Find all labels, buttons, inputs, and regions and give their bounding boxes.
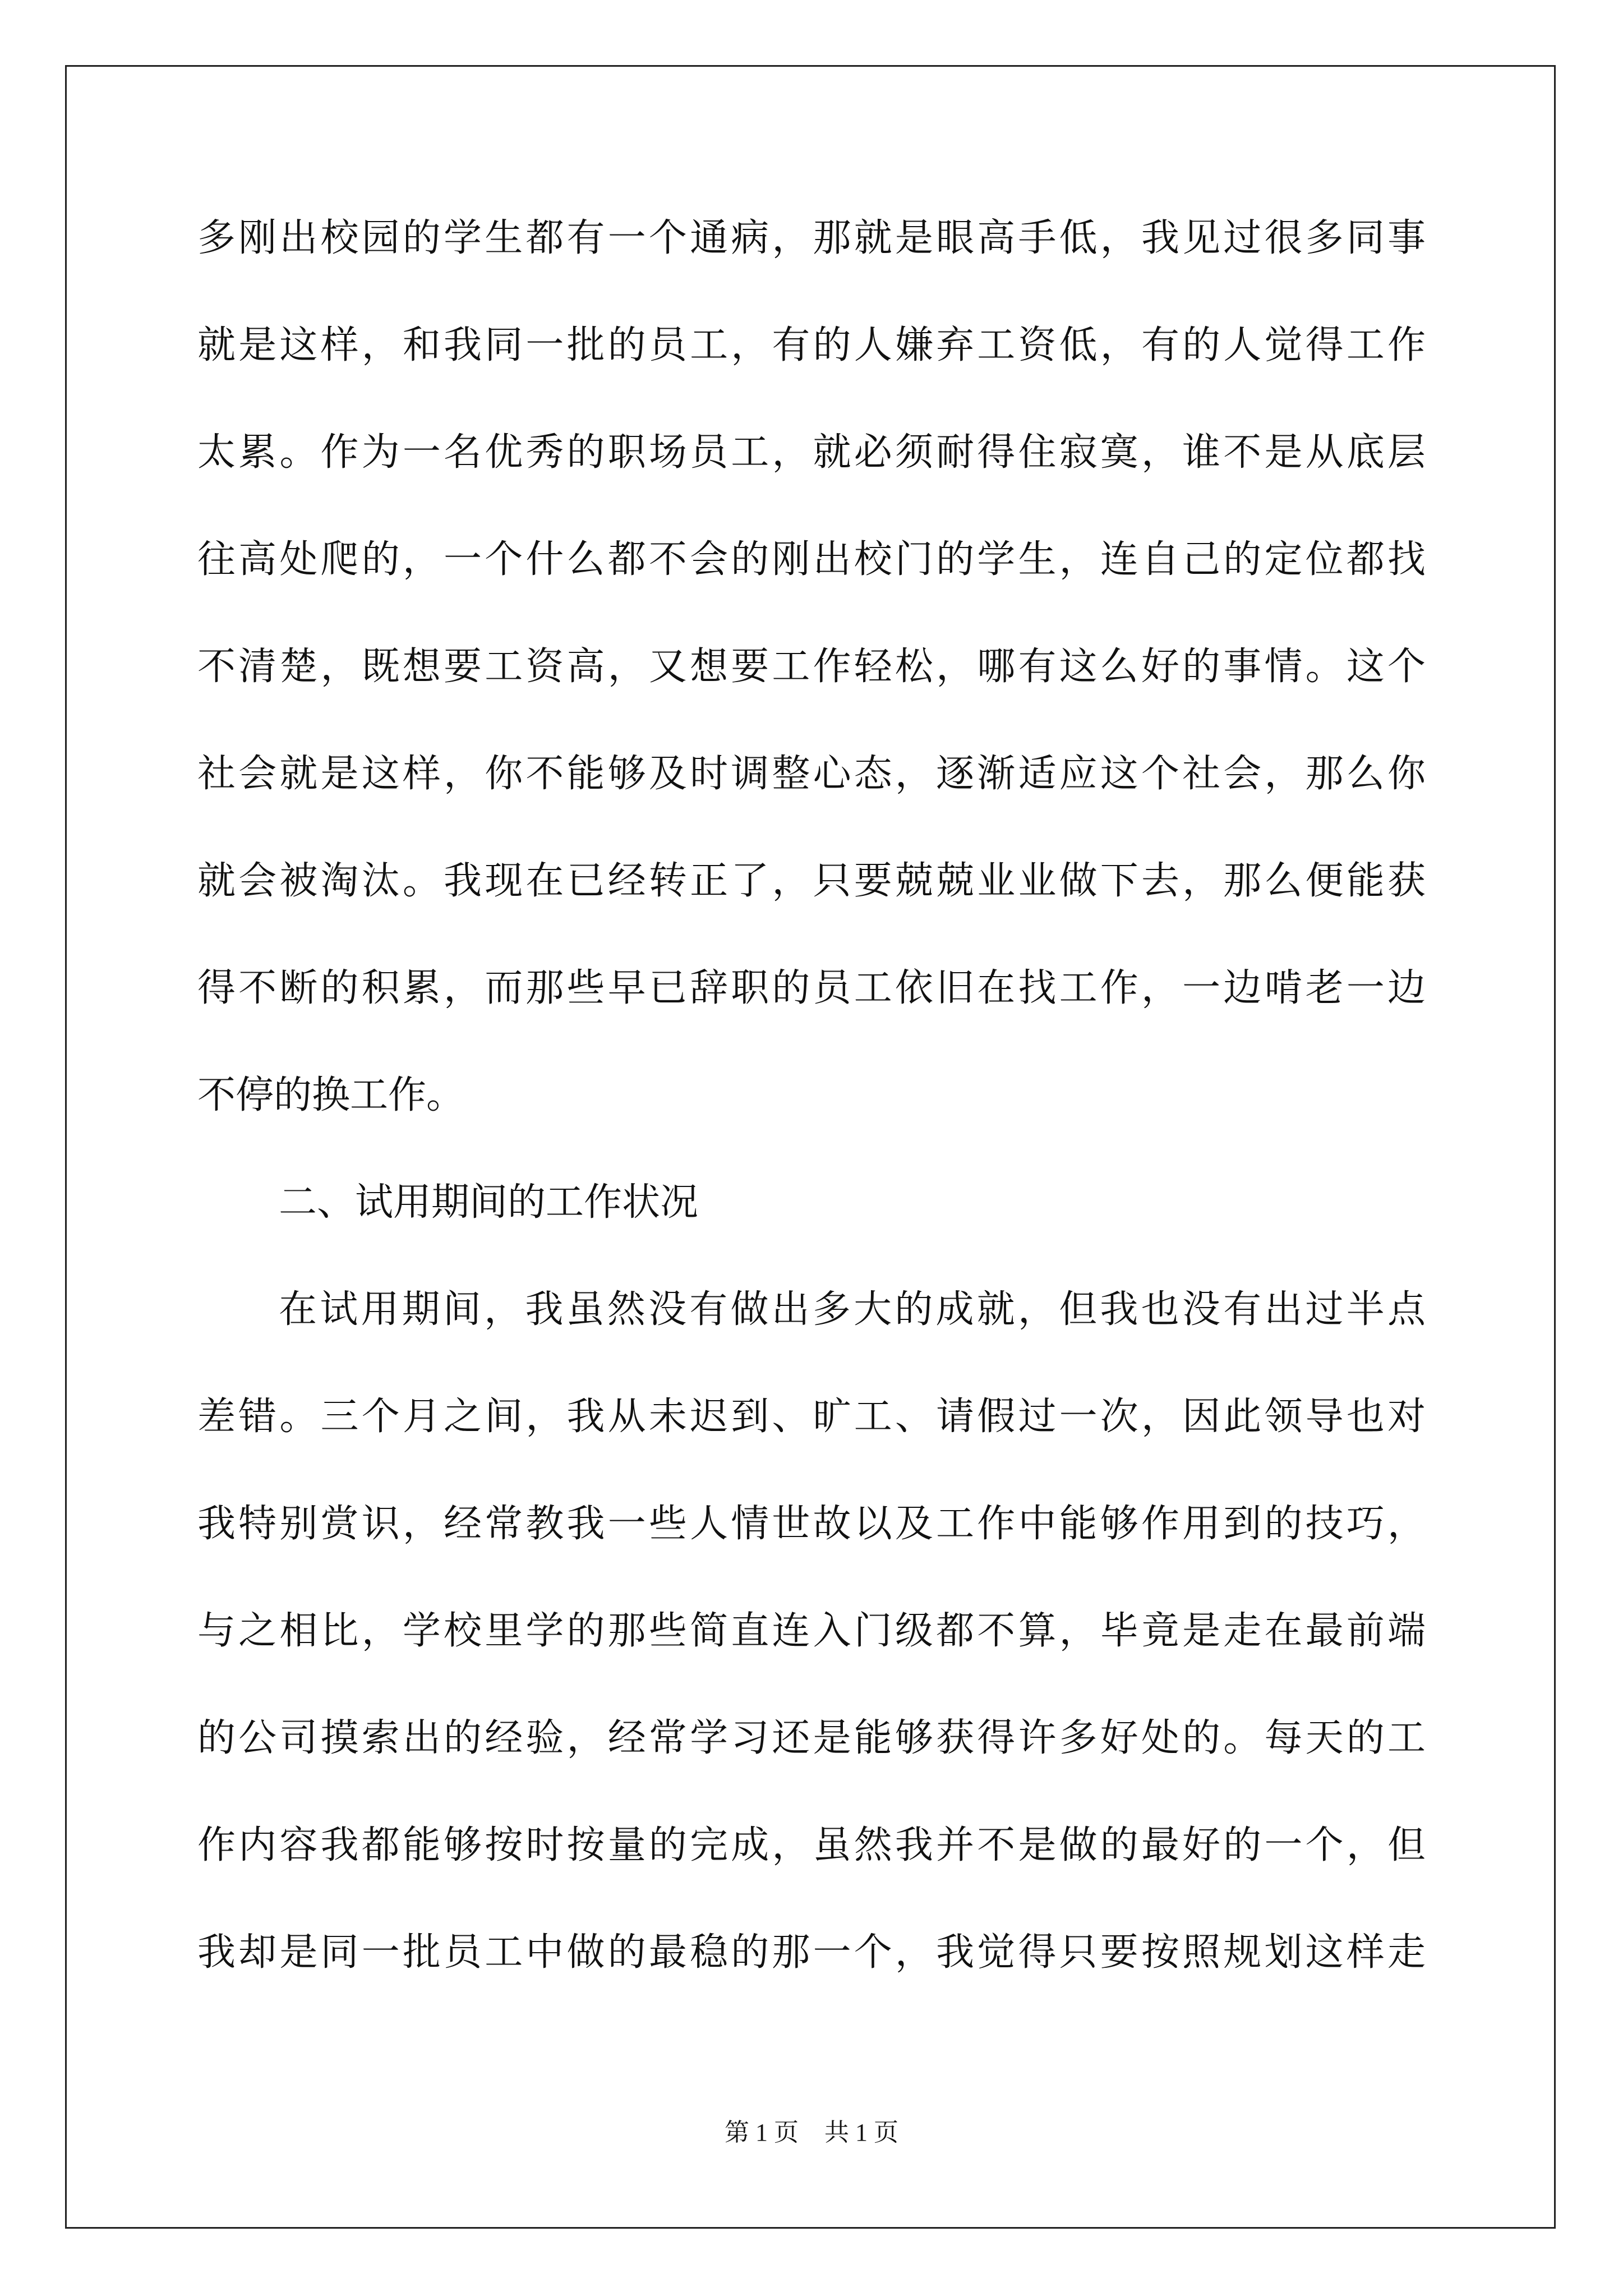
section-heading: 二、试用期间的工作状况	[279, 1180, 699, 1225]
body-text-line: 不清楚，既想要工资高，又想要工作轻松，哪有这么好的事情。这个	[197, 645, 1426, 689]
body-text-line: 差错。三个月之间，我从未迟到、旷工、请假过一次，因此领导也对	[197, 1395, 1426, 1439]
page-footer	[0, 2116, 1623, 2150]
body-text-line: 社会就是这样，你不能够及时调整心态，逐渐适应这个社会，那么你	[197, 752, 1426, 796]
body-text-line: 我特别赏识，经常教我一些人情世故以及工作中能够作用到的技巧，	[197, 1502, 1426, 1546]
body-text-line: 得不断的积累，而那些早已辞职的员工依旧在找工作，一边啃老一边	[197, 966, 1426, 1010]
body-text-line: 不停的换工作。	[197, 1073, 465, 1117]
page-border	[65, 65, 1556, 2229]
body-text-line: 与之相比，学校里学的那些简直连入门级都不算，毕竟是走在最前端	[197, 1609, 1426, 1653]
body-text-line: 在试用期间，我虽然没有做出多大的成就，但我也没有出过半点	[279, 1287, 1426, 1332]
body-text-line: 作内容我都能够按时按量的完成，虽然我并不是做的最好的一个，但	[197, 1823, 1426, 1867]
body-text-line: 就是这样，和我同一批的员工，有的人嫌弃工资低，有的人觉得工作	[197, 323, 1426, 367]
page-number: 第 1 页	[725, 2119, 799, 2146]
body-text-line: 的公司摸索出的经验，经常学习还是能够获得许多好处的。每天的工	[197, 1716, 1426, 1760]
body-text-line: 我却是同一批员工中做的最稳的那一个，我觉得只要按照规划这样走	[197, 1930, 1426, 1975]
body-text-line: 太累。作为一名优秀的职场员工，就必须耐得住寂寞，谁不是从底层	[197, 430, 1426, 475]
body-text-line: 往高处爬的，一个什么都不会的刚出校门的学生，连自己的定位都找	[197, 537, 1426, 582]
body-text-line: 多刚出校园的学生都有一个通病，那就是眼高手低，我见过很多同事	[197, 216, 1426, 260]
page-total: 共 1 页	[824, 2119, 898, 2146]
body-text-line: 就会被淘汰。我现在已经转正了，只要兢兢业业做下去，那么便能获	[197, 859, 1426, 903]
